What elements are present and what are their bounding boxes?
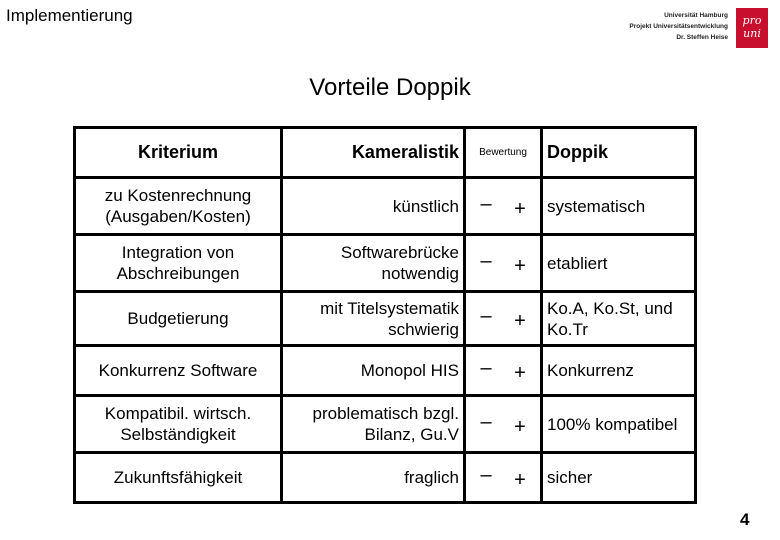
kriterium-cell bbox=[75, 292, 282, 346]
doppik-cell bbox=[542, 178, 696, 235]
logo-badge-uni: uni bbox=[743, 27, 761, 40]
header-kameralistik: Kameralistik bbox=[282, 128, 465, 178]
kriterium-cell bbox=[75, 178, 282, 235]
doppik-cell bbox=[542, 346, 696, 396]
plus-rating: + bbox=[514, 254, 526, 277]
kriterium-cell bbox=[75, 346, 282, 396]
kameralistik-cell bbox=[282, 235, 465, 292]
header-kriterium: Kriterium bbox=[75, 128, 282, 178]
kameralistik-cell bbox=[282, 292, 465, 346]
doppik-line: systematisch bbox=[547, 196, 646, 216]
doppik-cell bbox=[542, 235, 696, 292]
bewertung-cell bbox=[465, 453, 542, 503]
doppik-cell bbox=[542, 292, 696, 346]
kriterium-line: (Ausgaben/Kosten) bbox=[105, 207, 251, 226]
kriterium-cell bbox=[75, 453, 282, 503]
minus-rating: – bbox=[480, 192, 492, 215]
table-row bbox=[75, 178, 696, 235]
minus-rating: – bbox=[480, 464, 492, 486]
kriterium-line: Selbständigkeit bbox=[120, 425, 236, 444]
kriterium-line: Budgetierung bbox=[127, 309, 229, 328]
kameralistik-line: Monopol HIS bbox=[360, 361, 459, 380]
table-body bbox=[75, 178, 696, 503]
minus-rating: – bbox=[480, 305, 492, 327]
doppik-line: Ko.A, Ko.St, und bbox=[547, 298, 673, 318]
table-row bbox=[75, 235, 696, 292]
doppik-line: 100% kompatibel bbox=[547, 414, 678, 434]
doppik-cell bbox=[542, 396, 696, 453]
comparison-table bbox=[73, 126, 697, 504]
doppik-line: sicher bbox=[547, 468, 593, 487]
kameralistik-line: fraglich bbox=[404, 468, 459, 487]
logo-badge-pro: pro bbox=[742, 14, 762, 27]
kriterium-line: Kompatibil. wirtsch. bbox=[104, 404, 252, 423]
kriterium-line: Abschreibungen bbox=[116, 264, 240, 283]
doppik-line: Ko.Tr bbox=[547, 319, 588, 339]
kriterium-line: Integration von bbox=[121, 243, 235, 262]
plus-rating: + bbox=[514, 310, 526, 332]
minus-rating: – bbox=[480, 410, 492, 433]
bewertung-cell bbox=[465, 292, 542, 346]
doppik-line: Konkurrenz bbox=[547, 361, 634, 380]
section-title: Implementierung bbox=[6, 6, 133, 25]
logo-line-university: Universität Hamburg bbox=[664, 12, 728, 19]
table-row bbox=[75, 346, 696, 396]
bewertung-cell bbox=[465, 346, 542, 396]
minus-rating: – bbox=[480, 249, 492, 272]
kameralistik-cell bbox=[282, 453, 465, 503]
kameralistik-line: künstlich bbox=[392, 196, 459, 216]
university-logo bbox=[618, 8, 768, 48]
logo-text bbox=[629, 10, 728, 43]
page-number: 4 bbox=[740, 510, 750, 529]
table-header-row bbox=[75, 128, 696, 178]
kameralistik-line: Softwarebrücke bbox=[340, 243, 459, 262]
kameralistik-line: notwendig bbox=[381, 264, 459, 283]
plus-rating: + bbox=[514, 469, 526, 491]
kriterium-line: Zukunftsfähigkeit bbox=[113, 468, 243, 487]
bewertung-cell bbox=[465, 178, 542, 235]
table-row bbox=[75, 292, 696, 346]
logo-badge bbox=[736, 8, 768, 48]
plus-rating: + bbox=[514, 197, 526, 220]
kriterium-cell bbox=[75, 235, 282, 292]
doppik-cell bbox=[542, 453, 696, 503]
kriterium-cell bbox=[75, 396, 282, 453]
table-row bbox=[75, 453, 696, 503]
kameralistik-cell bbox=[282, 178, 465, 235]
header-doppik: Doppik bbox=[542, 128, 696, 178]
minus-rating: – bbox=[480, 357, 492, 379]
bewertung-cell bbox=[465, 235, 542, 292]
logo-line-author: Dr. Steffen Heise bbox=[676, 34, 728, 41]
bewertung-cell bbox=[465, 396, 542, 453]
kameralistik-line: schwierig bbox=[388, 319, 459, 339]
kameralistik-line: Bilanz, Gu.V bbox=[364, 425, 459, 444]
kameralistik-line: problematisch bzgl. bbox=[312, 404, 459, 423]
table-row bbox=[75, 396, 696, 453]
kameralistik-cell bbox=[282, 346, 465, 396]
plus-rating: + bbox=[514, 415, 526, 438]
kriterium-line: zu Kostenrechnung bbox=[104, 186, 252, 205]
header-bewertung: Bewertung bbox=[479, 147, 527, 158]
plus-rating: + bbox=[514, 362, 526, 384]
kameralistik-line: mit Titelsystematik bbox=[320, 298, 459, 318]
doppik-line: etabliert bbox=[547, 253, 608, 273]
kameralistik-cell bbox=[282, 396, 465, 453]
logo-line-project: Projekt Universitätsentwicklung bbox=[629, 23, 728, 30]
kriterium-line: Konkurrenz Software bbox=[98, 361, 258, 380]
slide-title: Vorteile Doppik bbox=[309, 74, 471, 101]
